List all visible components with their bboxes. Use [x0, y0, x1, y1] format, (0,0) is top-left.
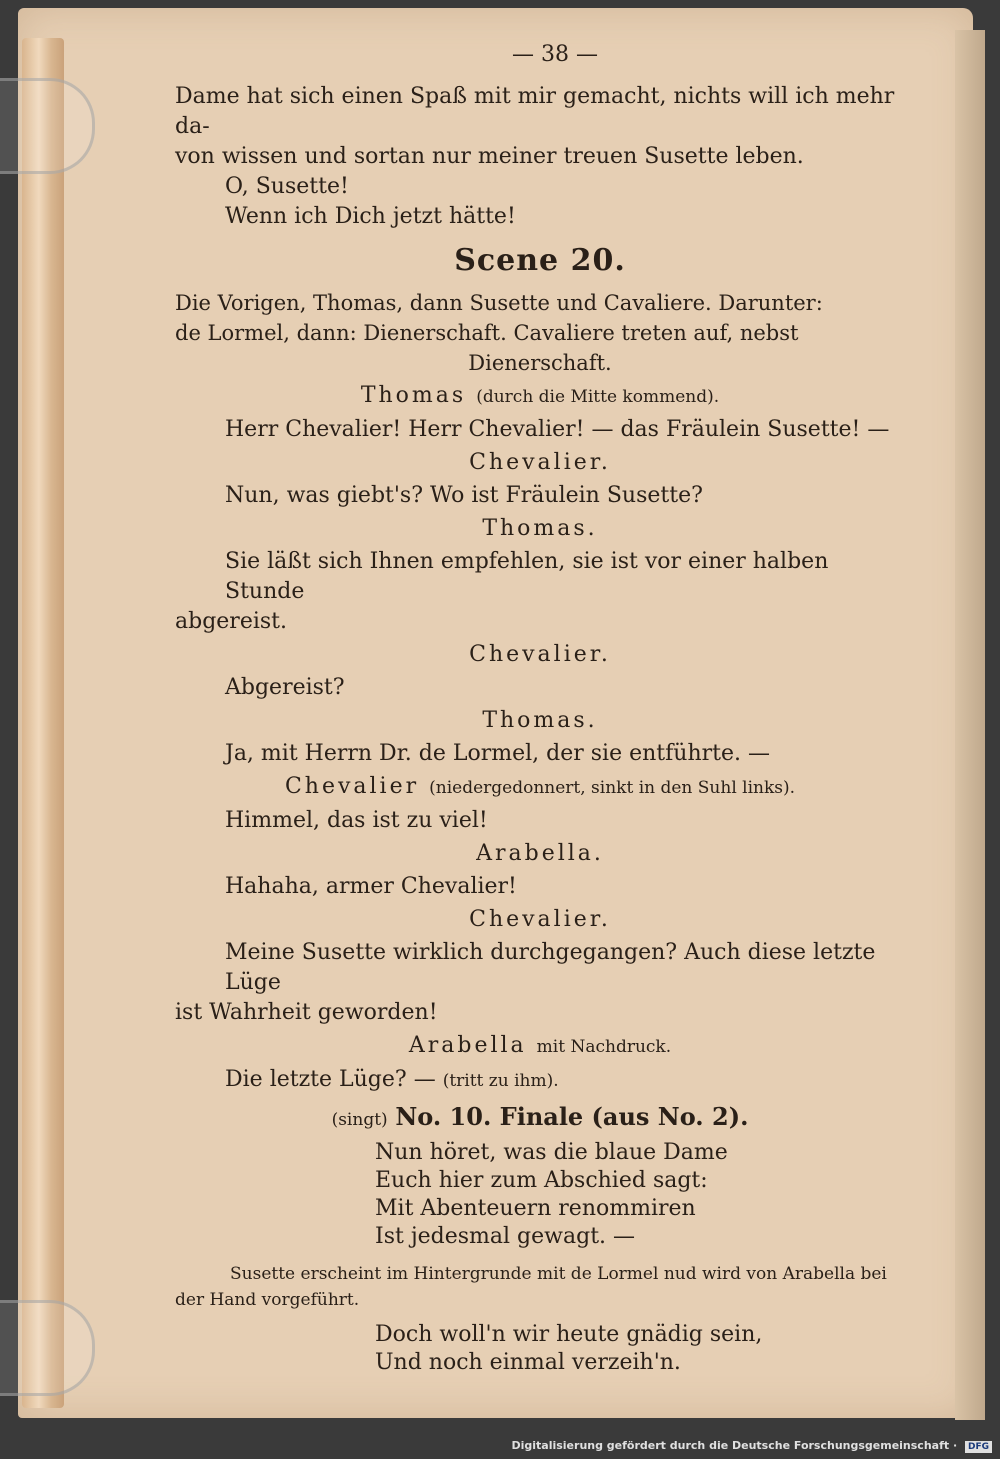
page-number: — 38 — [512, 42, 598, 67]
text-line: Dame hat sich einen Spaß mit mir gemacht, nichts will ich mehr da- [175, 84, 895, 139]
cast-list [175, 288, 905, 378]
cast-line: Dienerschaft. [468, 351, 612, 375]
speaker-name: Chevalier. [469, 642, 611, 667]
stage-direction-block [175, 1261, 905, 1313]
dfg-logo-icon: DFG [965, 1441, 992, 1453]
speaker-name: Chevalier. [469, 450, 611, 475]
speaker-name: Arabella. [476, 841, 604, 866]
speaker-heading [175, 1031, 905, 1062]
dialogue-line: Meine Susette wirklich durchgegangen? Auch diese letzte Lüge [225, 940, 876, 995]
verse-line: Und noch einmal verzeih'n. [375, 1350, 681, 1375]
verse-block [175, 1139, 905, 1251]
verse-line: Euch hier zum Abschied sagt: [375, 1168, 708, 1193]
speaker-heading [175, 381, 905, 412]
dialogue-line: Herr Chevalier! Herr Chevalier! — das Fräulein Susette! — [225, 417, 890, 442]
cast-line: de Lormel, dann: Dienerschaft. Cavaliere treten auf, nebst [175, 321, 799, 345]
dialogue-line: ist Wahrheit geworden! [175, 1000, 438, 1025]
footer-credit [511, 1439, 992, 1453]
verse-line: Nun höret, was die blaue Dame [375, 1140, 728, 1165]
speaker-heading [175, 772, 905, 803]
text-line: O, Susette! [225, 174, 349, 199]
stage-direction: (tritt zu ihm). [442, 1071, 559, 1091]
speaker-name: Chevalier [284, 774, 420, 799]
cast-line: Die Vorigen, Thomas, dann Susette und Cavaliere. Darunter: [175, 291, 823, 315]
speaker-name: Thomas. [482, 708, 598, 733]
dialogue-line: Ja, mit Herrn Dr. de Lormel, der sie entführte. — [225, 741, 770, 766]
stage-direction: (niedergedonnert, sinkt in den Suhl links). [429, 778, 796, 798]
dialogue-line: abgereist. [175, 609, 287, 634]
text-line: Wenn ich Dich jetzt hätte! [225, 204, 516, 229]
dialogue-text: Die letzte Lüge? — [225, 1067, 436, 1092]
scene-title: Scene 20. [454, 243, 626, 278]
stage-line: der Hand vorgeführt. [175, 1290, 360, 1310]
speaker-name: Chevalier. [469, 907, 611, 932]
stage-direction: mit Nachdruck. [536, 1037, 672, 1057]
speaker-name: Thomas. [482, 516, 598, 541]
dialogue-line: Hahaha, armer Chevalier! [225, 874, 517, 899]
plastic-clip-bottom [0, 1300, 95, 1396]
dialogue-line: Nun, was giebt's? Wo ist Fräulein Susette? [225, 483, 703, 508]
verse-line: Mit Abenteuern renommiren [375, 1196, 696, 1221]
stage-direction: (durch die Mitte kommend). [476, 387, 720, 407]
finale-heading [175, 1102, 905, 1135]
dialogue-line: Abgereist? [225, 675, 345, 700]
verse-line: Doch woll'n wir heute gnädig sein, [375, 1322, 763, 1347]
speaker-name: Thomas [360, 383, 467, 408]
speaker-name: Arabella [408, 1033, 527, 1058]
page-edge [22, 38, 64, 1408]
plastic-clip-top [0, 78, 95, 174]
page-right-edge [955, 30, 985, 1420]
finale-title: No. 10. Finale (aus No. 2). [395, 1102, 749, 1131]
page-content [175, 40, 905, 1377]
finale-prefix: (singt) [331, 1110, 388, 1130]
dialogue-line: Sie läßt sich Ihnen empfehlen, sie ist vor einer halben Stunde [225, 549, 829, 604]
stage-line: Susette erscheint im Hintergrunde mit de Lormel nud wird von Arabella bei [230, 1264, 887, 1284]
dialogue-line [175, 1065, 905, 1096]
verse-block [175, 1321, 905, 1377]
footer-text: Digitalisierung gefördert durch die Deutsche Forschungsgemeinschaft · [511, 1439, 958, 1452]
verse-line: Ist jedesmal gewagt. — [375, 1224, 636, 1249]
text-line: von wissen und sortan nur meiner treuen Susette leben. [175, 144, 804, 169]
dialogue-line: Himmel, das ist zu viel! [225, 808, 488, 833]
